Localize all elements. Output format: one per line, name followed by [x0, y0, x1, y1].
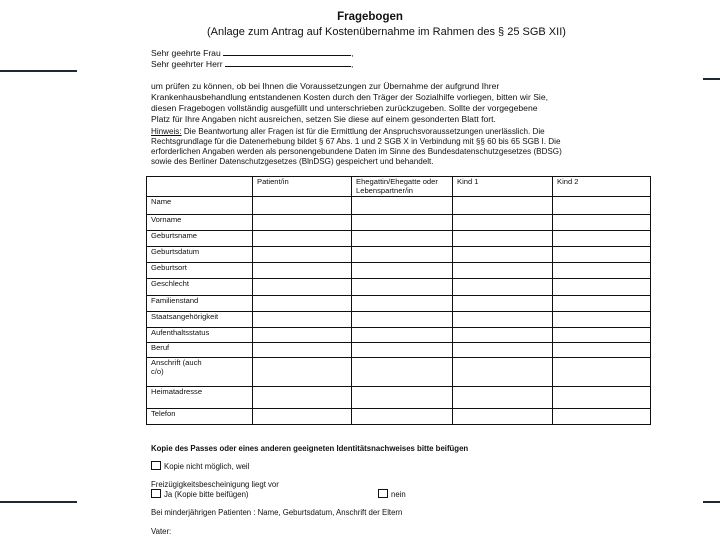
- table-row: [147, 343, 651, 358]
- kopie-nicht-moeglich-checkbox[interactable]: [151, 461, 161, 470]
- cell-input[interactable]: [352, 409, 453, 425]
- cell-input[interactable]: [352, 296, 453, 312]
- cell-input[interactable]: [553, 197, 651, 215]
- hinweis-label: Hinweis:: [151, 127, 182, 136]
- cell-input[interactable]: [553, 279, 651, 296]
- table-row: [147, 279, 651, 296]
- cell-input[interactable]: [453, 312, 553, 328]
- cell-input[interactable]: [453, 263, 553, 279]
- hinweis-line: sowie des Berliner Datenschutzgesetzes (BlnDSG) gespeichert und behandelt.: [151, 157, 434, 166]
- cell-input[interactable]: [253, 387, 352, 409]
- intro-line: diesen Fragebogen vollständig ausgefüllt und unterschrieben zurückzugeben. Sollte der vorgegebene: [151, 103, 538, 113]
- row-label: Geburtsdatum: [147, 247, 253, 263]
- cell-input[interactable]: [553, 247, 651, 263]
- edge-line-top-right: [703, 78, 720, 80]
- cell-input[interactable]: [253, 263, 352, 279]
- salutation-frau-field[interactable]: [223, 47, 354, 58]
- edge-line-bottom-right: [703, 501, 720, 503]
- cell-input[interactable]: [253, 358, 352, 387]
- row-label: Aufenthaltsstatus: [147, 328, 253, 343]
- cell-input[interactable]: [453, 328, 553, 343]
- cell-input[interactable]: [553, 387, 651, 409]
- cell-input[interactable]: [553, 312, 651, 328]
- row-label: Telefon: [147, 409, 253, 425]
- cell-input[interactable]: [253, 328, 352, 343]
- cell-input[interactable]: [352, 312, 453, 328]
- cell-input[interactable]: [453, 197, 553, 215]
- table-row: [147, 231, 651, 247]
- cell-input[interactable]: [553, 343, 651, 358]
- cell-input[interactable]: [253, 409, 352, 425]
- salutation-frau-label: Sehr geehrte Frau: [151, 48, 221, 58]
- cell-input[interactable]: [253, 231, 352, 247]
- cell-input[interactable]: [453, 296, 553, 312]
- cell-input[interactable]: [352, 247, 453, 263]
- row-label: Geburtsname: [147, 231, 253, 247]
- cell-input[interactable]: [553, 409, 651, 425]
- intro-line: Krankenhausbehandlung entstandenen Kosten durch den Träger der Sozialhilfe vorliegen, bitten wir Sie,: [151, 92, 549, 102]
- cell-input[interactable]: [352, 215, 453, 231]
- header-cell-kind2: Kind 2: [553, 177, 651, 197]
- hinweis-paragraph: [151, 127, 626, 167]
- intro-line: um prüfen zu können, ob bei Ihnen die Voraussetzungen zur Übernahme der aufgrund Ihrer: [151, 81, 500, 91]
- freizuegigkeit-nein-label: nein: [391, 490, 406, 499]
- cell-input[interactable]: [352, 263, 453, 279]
- freizuegigkeit-ja-option[interactable]: [151, 489, 249, 499]
- freizuegigkeit-nein-option[interactable]: [378, 489, 406, 499]
- table-row: [147, 197, 651, 215]
- cell-input[interactable]: [553, 358, 651, 387]
- cell-input[interactable]: [352, 328, 453, 343]
- header-cell-patient: Patient/in: [253, 177, 352, 197]
- edge-line-top-left: [0, 70, 77, 72]
- freizuegigkeit-nein-checkbox[interactable]: [378, 489, 388, 498]
- table-header-row: [147, 177, 651, 197]
- table-row: [147, 328, 651, 343]
- cell-input[interactable]: [253, 343, 352, 358]
- header-cell-empty: [147, 177, 253, 197]
- cell-input[interactable]: [453, 231, 553, 247]
- table-row: [147, 263, 651, 279]
- cell-input[interactable]: [352, 197, 453, 215]
- table-row: [147, 312, 651, 328]
- kopie-nicht-moeglich-label: Kopie nicht möglich, weil: [164, 462, 250, 471]
- table-row: [147, 409, 651, 425]
- cell-input[interactable]: [253, 312, 352, 328]
- comma: ,: [351, 48, 354, 58]
- cell-input[interactable]: [352, 358, 453, 387]
- salutation-herr: [151, 58, 353, 69]
- row-label: Geschlecht: [147, 279, 253, 296]
- passport-heading: Kopie des Passes oder eines anderen geeigneten Identitätsnachweises bitte beifügen: [151, 444, 469, 453]
- table-row: [147, 296, 651, 312]
- table-row: [147, 358, 651, 387]
- header-cell-kind1: Kind 1: [453, 177, 553, 197]
- cell-input[interactable]: [553, 215, 651, 231]
- table-row: [147, 247, 651, 263]
- cell-input[interactable]: [352, 387, 453, 409]
- personal-data-table: [146, 176, 651, 425]
- row-label: Staatsangehörigkeit: [147, 312, 253, 328]
- kopie-nicht-moeglich-option[interactable]: [151, 461, 249, 471]
- vater-label: Vater:: [151, 527, 172, 536]
- cell-input[interactable]: [253, 279, 352, 296]
- cell-input[interactable]: [352, 279, 453, 296]
- cell-input[interactable]: [253, 296, 352, 312]
- cell-input[interactable]: [453, 387, 553, 409]
- intro-line: Platz für Ihre Angaben nicht ausreichen, setzen Sie diese auf einem gesonderten Blatt fort.: [151, 114, 496, 124]
- cell-input[interactable]: [453, 279, 553, 296]
- cell-input[interactable]: [553, 296, 651, 312]
- comma: ,: [351, 59, 354, 69]
- document-subtitle: (Anlage zum Antrag auf Kostenübernahme im Rahmen des § 25 SGB XII): [207, 26, 566, 38]
- cell-input[interactable]: [553, 263, 651, 279]
- hinweis-line: erforderlichen Angaben werden als personengebundene Daten im Sinne des Bundesdatenschutzgesetzes (BDSG): [151, 147, 562, 156]
- intro-paragraph: [151, 81, 626, 125]
- freizuegigkeit-ja-label: Ja (Kopie bitte beifügen): [164, 490, 249, 499]
- edge-line-bottom-left: [0, 501, 77, 503]
- cell-input[interactable]: [253, 247, 352, 263]
- row-label: Geburtsort: [147, 263, 253, 279]
- salutation-herr-field[interactable]: [225, 58, 354, 69]
- row-label: Beruf: [147, 343, 253, 358]
- cell-input[interactable]: [253, 197, 352, 215]
- minor-patients-text: Bei minderjährigen Patienten : Name, Geburtsdatum, Anschrift der Eltern: [151, 508, 403, 517]
- cell-input[interactable]: [453, 215, 553, 231]
- cell-input[interactable]: [253, 215, 352, 231]
- cell-input[interactable]: [453, 343, 553, 358]
- cell-input[interactable]: [553, 328, 651, 343]
- table-row: [147, 387, 651, 409]
- freizuegigkeit-label: Freizügigkeitsbescheinigung liegt vor: [151, 480, 279, 489]
- cell-input[interactable]: [453, 247, 553, 263]
- salutation-frau: [151, 47, 354, 58]
- row-label: Name: [147, 197, 253, 215]
- document-title: Fragebogen: [337, 11, 403, 23]
- cell-input[interactable]: [352, 343, 453, 358]
- row-label: Heimatadresse: [147, 387, 253, 409]
- row-label: Familienstand: [147, 296, 253, 312]
- freizuegigkeit-ja-checkbox[interactable]: [151, 489, 161, 498]
- row-label: Anschrift (auch c/o): [147, 358, 253, 387]
- salutation-herr-label: Sehr geehrter Herr: [151, 59, 223, 69]
- cell-input[interactable]: [453, 409, 553, 425]
- cell-input[interactable]: [352, 231, 453, 247]
- hinweis-line: Die Beantwortung aller Fragen ist für die Ermittlung der Anspruchsvoraussetzungen unerlässlich. Die: [181, 127, 545, 136]
- table-row: [147, 215, 651, 231]
- hinweis-line: Rechtsgrundlage für die Datenerhebung bildet § 67 Abs. 1 und 2 SGB X in Verbindung mit §§ 60 bis 65 SGB I. Die: [151, 137, 561, 146]
- header-cell-spouse: Ehegattin/Ehegatte oder Lebenspartner/in: [352, 177, 453, 197]
- cell-input[interactable]: [453, 358, 553, 387]
- cell-input[interactable]: [553, 231, 651, 247]
- row-label: Vorname: [147, 215, 253, 231]
